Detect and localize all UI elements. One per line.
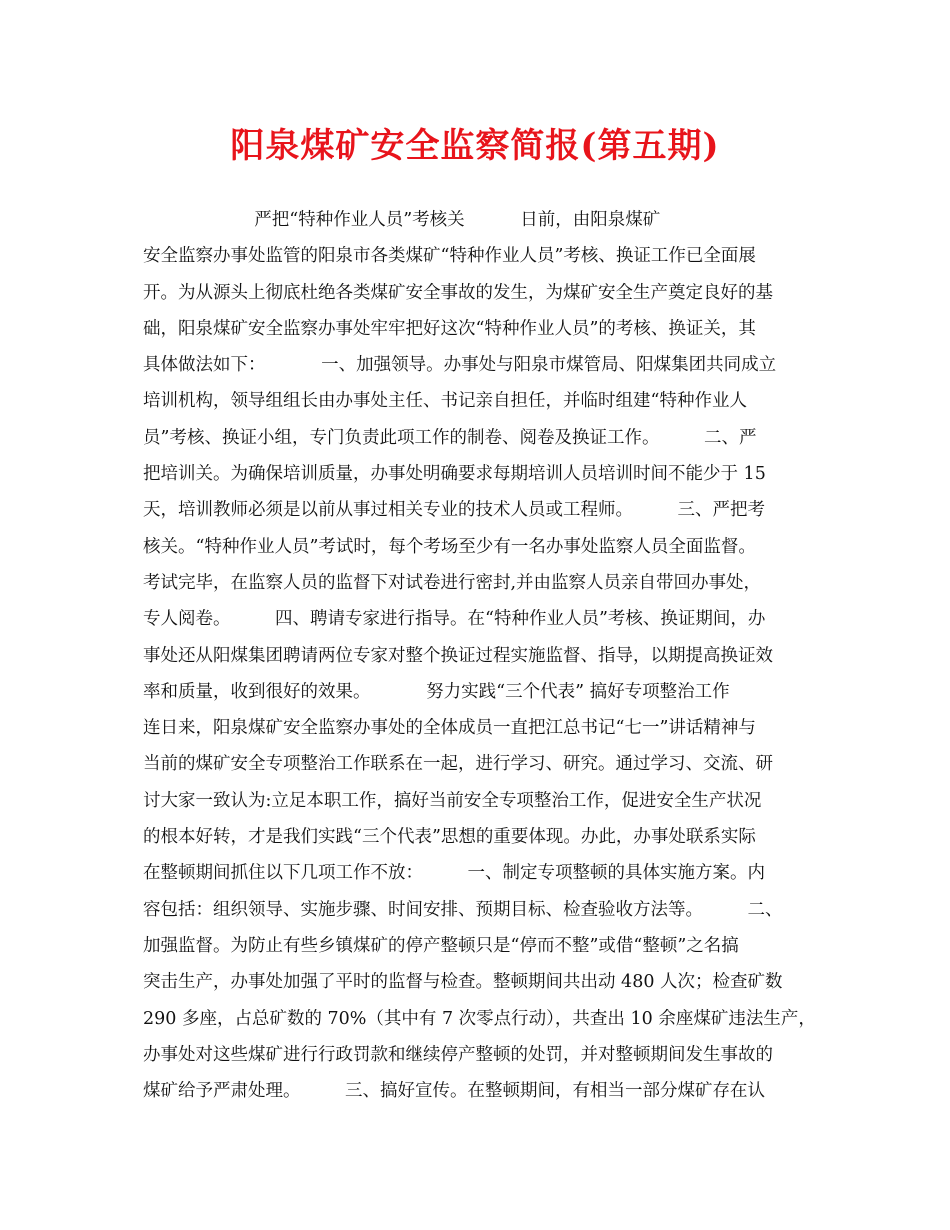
body-line: 安全监察办事处监管的阳泉市各类煤矿“特种作业人员”考核、换证工作已全面展 <box>143 246 756 267</box>
body-line: 的根本好转，才是我们实践“三个代表”思想的重要体现。办此，办事处联系实际 <box>143 827 756 848</box>
body-line: 培训机构，领导组组长由办事处主任、书记亲自担任，并临时组建“特种作业人 <box>143 391 747 412</box>
body-line: 容包括：组织领导、实施步骤、时间安排、预期目标、检查验收方法等。 二、 <box>143 899 783 920</box>
body-line: 核关。“特种作业人员”考试时，每个考场至少有一名办事处监察人员全面监督。 <box>143 536 756 557</box>
body-line: 天，培训教师必须是以前从事过相关专业的技术人员或工程师。 三、严把考 <box>143 500 765 521</box>
body-line: 员”考核、换证小组，专门负责此项工作的制卷、阅卷及换证工作。 二、严 <box>143 427 757 448</box>
body-line: 连日来，阳泉煤矿安全监察办事处的全体成员一直把江总书记“七一”讲话精神与 <box>143 718 756 739</box>
document-title: 阳泉煤矿安全监察简报(第五期) <box>230 126 720 166</box>
body-line: 290 多座，占总矿数的 70%（其中有 7 次零点行动），共查出 10 余座煤矿违法生产， <box>143 1008 816 1029</box>
body-line: 开。为从源头上彻底杜绝各类煤矿安全事故的发生，为煤矿安全生产奠定良好的基 <box>143 282 773 303</box>
body-line: 突击生产，办事处加强了平时的监督与检查。整顿期间共出动 480 人次；检查矿数 <box>143 972 783 993</box>
body-line: 加强监督。为防止有些乡镇煤矿的停产整顿只是“停而不整”或借“整顿”之名搞 <box>143 935 739 956</box>
body-line: 专人阅卷。 四、聘请专家进行指导。在“特种作业人员”考核、换证期间，办 <box>143 609 766 630</box>
body-line: 讨大家一致认为:立足本职工作，搞好当前安全专项整治工作，促进安全生产状况 <box>143 790 762 811</box>
body-line: 当前的煤矿安全专项整治工作联系在一起，进行学习、研究。通过学习、交流、研 <box>143 754 773 775</box>
body-line: 煤矿给予严肃处理。 三、搞好宣传。在整顿期间，有相当一部分煤矿存在认 <box>143 1081 765 1102</box>
document-body <box>143 202 826 1109</box>
body-line: 础，阳泉煤矿安全监察办事处牢牢把好这次“特种作业人员”的考核、换证关，其 <box>143 318 756 339</box>
body-line: 事处还从阳煤集团聘请两位专家对整个换证过程实施监督、指导，以期提高换证效 <box>143 645 773 666</box>
body-line: 率和质量，收到很好的效果。 努力实践“三个代表” 搞好专项整治工作 <box>143 681 730 702</box>
body-line: 办事处对这些煤矿进行行政罚款和继续停产整顿的处罚，并对整顿期间发生事故的 <box>143 1044 773 1065</box>
body-line: 严把“特种作业人员”考核关 日前，由阳泉煤矿 <box>143 210 661 230</box>
body-line: 把培训关。为确保培训质量，办事处明确要求每期培训人员培训时间不能少于 15 <box>143 464 766 485</box>
body-line: 在整顿期间抓住以下几项工作不放： 一、制定专项整顿的具体实施方案。内 <box>143 863 765 884</box>
body-line: 具体做法如下： 一、加强领导。办事处与阳泉市煤管局、阳煤集团共同成立 <box>143 355 777 376</box>
body-line: 考试完毕，在监察人员的监督下对试卷进行密封,并由监察人员亲自带回办事处， <box>143 572 762 593</box>
